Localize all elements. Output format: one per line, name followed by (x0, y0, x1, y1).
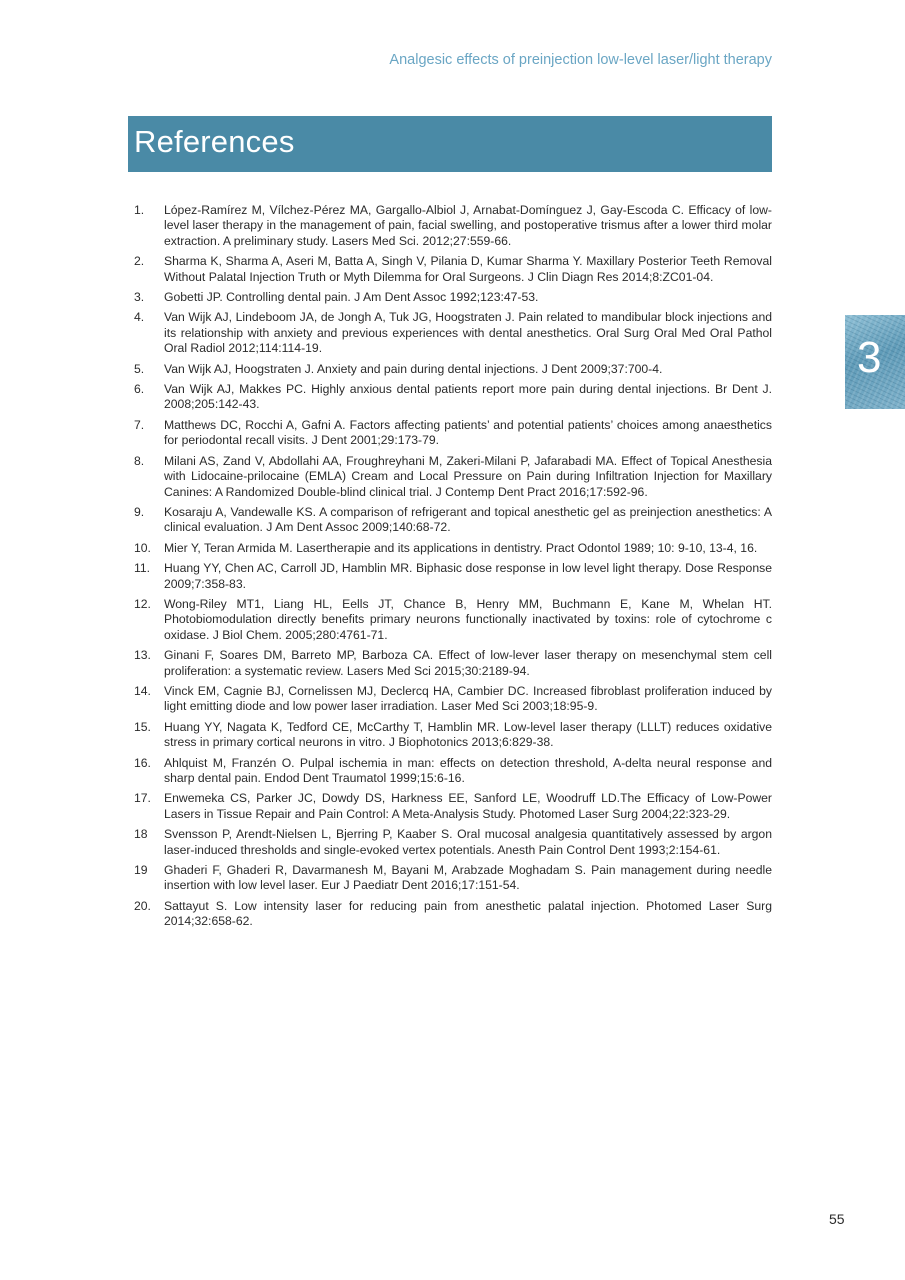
reference-number: 20. (134, 898, 151, 913)
section-title: References (134, 124, 295, 159)
reference-number: 18 (134, 827, 148, 842)
reference-item (131, 899, 772, 930)
reference-item (131, 505, 772, 536)
reference-list (131, 203, 772, 935)
reference-text: Vinck EM, Cagnie BJ, Cornelissen MJ, Declercq HA, Cambier DC. Increased fibroblast proliferation induced by light emitting diode and low power laser irradiation. Laser Med Sci 2003;18:95-9. (164, 683, 772, 714)
reference-item (131, 418, 772, 449)
reference-item (131, 203, 772, 249)
reference-text: Van Wijk AJ, Lindeboom JA, de Jongh A, Tuk JG, Hoogstraten J. Pain related to mandibular block injections and its relationship with anxiety and previous experiences with dental anesthetics. Oral Surg Oral Med Oral Pathol Oral Radiol 2012;114:114-19. (164, 310, 772, 356)
reference-item (131, 254, 772, 285)
reference-number: 7. (134, 417, 145, 432)
reference-text: Milani AS, Zand V, Abdollahi AA, Froughreyhani M, Zakeri-Milani P, Jafarabadi MA. Effect of Topical Anesthesia with Lidocaine-prilocaine (EMLA) Cream and Local Pressure on Pain during Infiltration Injection for Maxillary Canines: A Randomized Double-blind clinical trial. J Contemp Dent Pract 2016;17:592-96. (164, 453, 772, 499)
reference-number: 14. (134, 683, 151, 698)
reference-number: 11. (134, 561, 151, 576)
reference-number: 15. (134, 719, 151, 734)
page-number: 55 (829, 1211, 845, 1227)
chapter-tab (845, 315, 905, 409)
reference-number: 16. (134, 755, 151, 770)
reference-text: Ginani F, Soares DM, Barreto MP, Barboza CA. Effect of low-lever laser therapy on mesenchymal stem cell proliferation: a systematic review. Lasers Med Sci 2015;30:2189-94. (164, 648, 772, 678)
reference-text: Enwemeka CS, Parker JC, Dowdy DS, Harkness EE, Sanford LE, Woodruff LD.The Efficacy of Low-Power Lasers in Tissue Repair and Pain Control: A Meta-Analysis Study. Photomed Laser Surg 2004;22:323-29. (164, 791, 772, 821)
reference-item (131, 310, 772, 356)
reference-item (131, 791, 772, 822)
running-header: Analgesic effects of preinjection low-level laser/light therapy (389, 52, 772, 68)
reference-number: 6. (134, 382, 145, 397)
reference-item (131, 648, 772, 679)
reference-item (131, 684, 772, 715)
reference-text: Wong-Riley MT1, Liang HL, Eells JT, Chance B, Henry MM, Buchmann E, Kane M, Whelan HT. Photobiomodulation directly benefits primary neurons functionally inactivated by toxins: role of cytochrome c oxidase. J Biol Chem. 2005;280:4761-71. (164, 596, 772, 642)
reference-text: Gobetti JP. Controlling dental pain. J Am Dent Assoc 1992;123:47-53. (164, 290, 539, 305)
reference-text: Huang YY, Nagata K, Tedford CE, McCarthy T, Hamblin MR. Low-level laser therapy (LLLT) reduces oxidative stress in primary cortical neurons in vitro. J Biophotonics 2013;6:829-38. (164, 719, 772, 750)
reference-item (131, 597, 772, 643)
reference-text: Matthews DC, Rocchi A, Gafni A. Factors affecting patients’ and potential patients’ choices among anaesthetics for periodontal recall visits. J Dent 2001;29:173-79. (164, 417, 772, 448)
reference-text: Kosaraju A, Vandewalle KS. A comparison of refrigerant and topical anesthetic gel as preinjection anesthetics: A clinical evaluation. J Am Dent Assoc 2009;140:68-72. (164, 504, 772, 535)
reference-item (131, 382, 772, 413)
reference-number: 5. (134, 361, 145, 376)
reference-item (131, 756, 772, 787)
reference-text: Ghaderi F, Ghaderi R, Davarmanesh M, Bayani M, Arabzade Moghadam S. Pain management during needle insertion with low level laser. Eur J Paediatr Dent 2016;17:151-54. (164, 863, 772, 893)
reference-text: Van Wijk AJ, Hoogstraten J. Anxiety and pain during dental injections. J Dent 2009;37:700-4. (164, 361, 663, 376)
reference-item (131, 454, 772, 500)
reference-number: 13. (134, 648, 151, 663)
reference-item (131, 561, 772, 592)
reference-item (131, 827, 772, 858)
references-banner (128, 116, 772, 172)
reference-number: 9. (134, 504, 145, 519)
reference-text: Svensson P, Arendt-Nielsen L, Bjerring P, Kaaber S. Oral mucosal analgesia quantitatively assessed by argon laser-induced thresholds and single-evoked vertex potentials. Anesth Pain Control Dent 1993;2:154-61. (164, 827, 772, 857)
reference-item (131, 720, 772, 751)
reference-item (131, 541, 772, 556)
reference-text: Huang YY, Chen AC, Carroll JD, Hamblin MR. Biphasic dose response in low level light therapy. Dose Response 2009;7:358-83. (164, 561, 772, 591)
reference-text: Mier Y, Teran Armida M. Lasertherapie and its applications in dentistry. Pract Odontol 1989; 10: 9-10, 13-4, 16. (164, 540, 758, 555)
reference-number: 10. (134, 540, 151, 555)
reference-number: 19 (134, 863, 148, 878)
reference-number: 8. (134, 453, 145, 468)
reference-text: Sattayut S. Low intensity laser for reducing pain from anesthetic palatal injection. Photomed Laser Surg 2014;32:658-62. (164, 898, 772, 929)
reference-number: 3. (134, 290, 145, 305)
reference-text: Van Wijk AJ, Makkes PC. Highly anxious dental patients report more pain during dental injections. Br Dent J. 2008;205:142-43. (164, 382, 772, 412)
reference-item (131, 290, 772, 305)
reference-number: 2. (134, 254, 145, 269)
reference-item (131, 863, 772, 894)
reference-number: 4. (134, 310, 145, 325)
reference-text: López-Ramírez M, Vílchez-Pérez MA, Gargallo-Albiol J, Arnabat-Domínguez J, Gay-Escoda C. Efficacy of low-level laser therapy in the management of pain, facial swelling, and postoperative trismus after a lower third molar extraction. A preliminary study. Lasers Med Sci. 2012;27:559-66. (164, 203, 772, 248)
reference-number: 17. (134, 791, 151, 806)
chapter-number: 3 (857, 333, 882, 382)
reference-number: 1. (134, 203, 145, 217)
reference-text: Sharma K, Sharma A, Aseri M, Batta A, Singh V, Pilania D, Kumar Sharma Y. Maxillary Posterior Teeth Removal Without Palatal Injection Truth or Myth Dilemma for Oral Surgeons. J Clin Diagn Res 2014;8:ZC01-04. (164, 254, 772, 284)
reference-text: Ahlquist M, Franzén O. Pulpal ischemia in man: effects on detection threshold, A-delta neural response and sharp dental pain. Endod Dent Traumatol 1999;15:6-16. (164, 755, 772, 785)
reference-number: 12. (134, 596, 151, 611)
reference-item (131, 362, 772, 377)
